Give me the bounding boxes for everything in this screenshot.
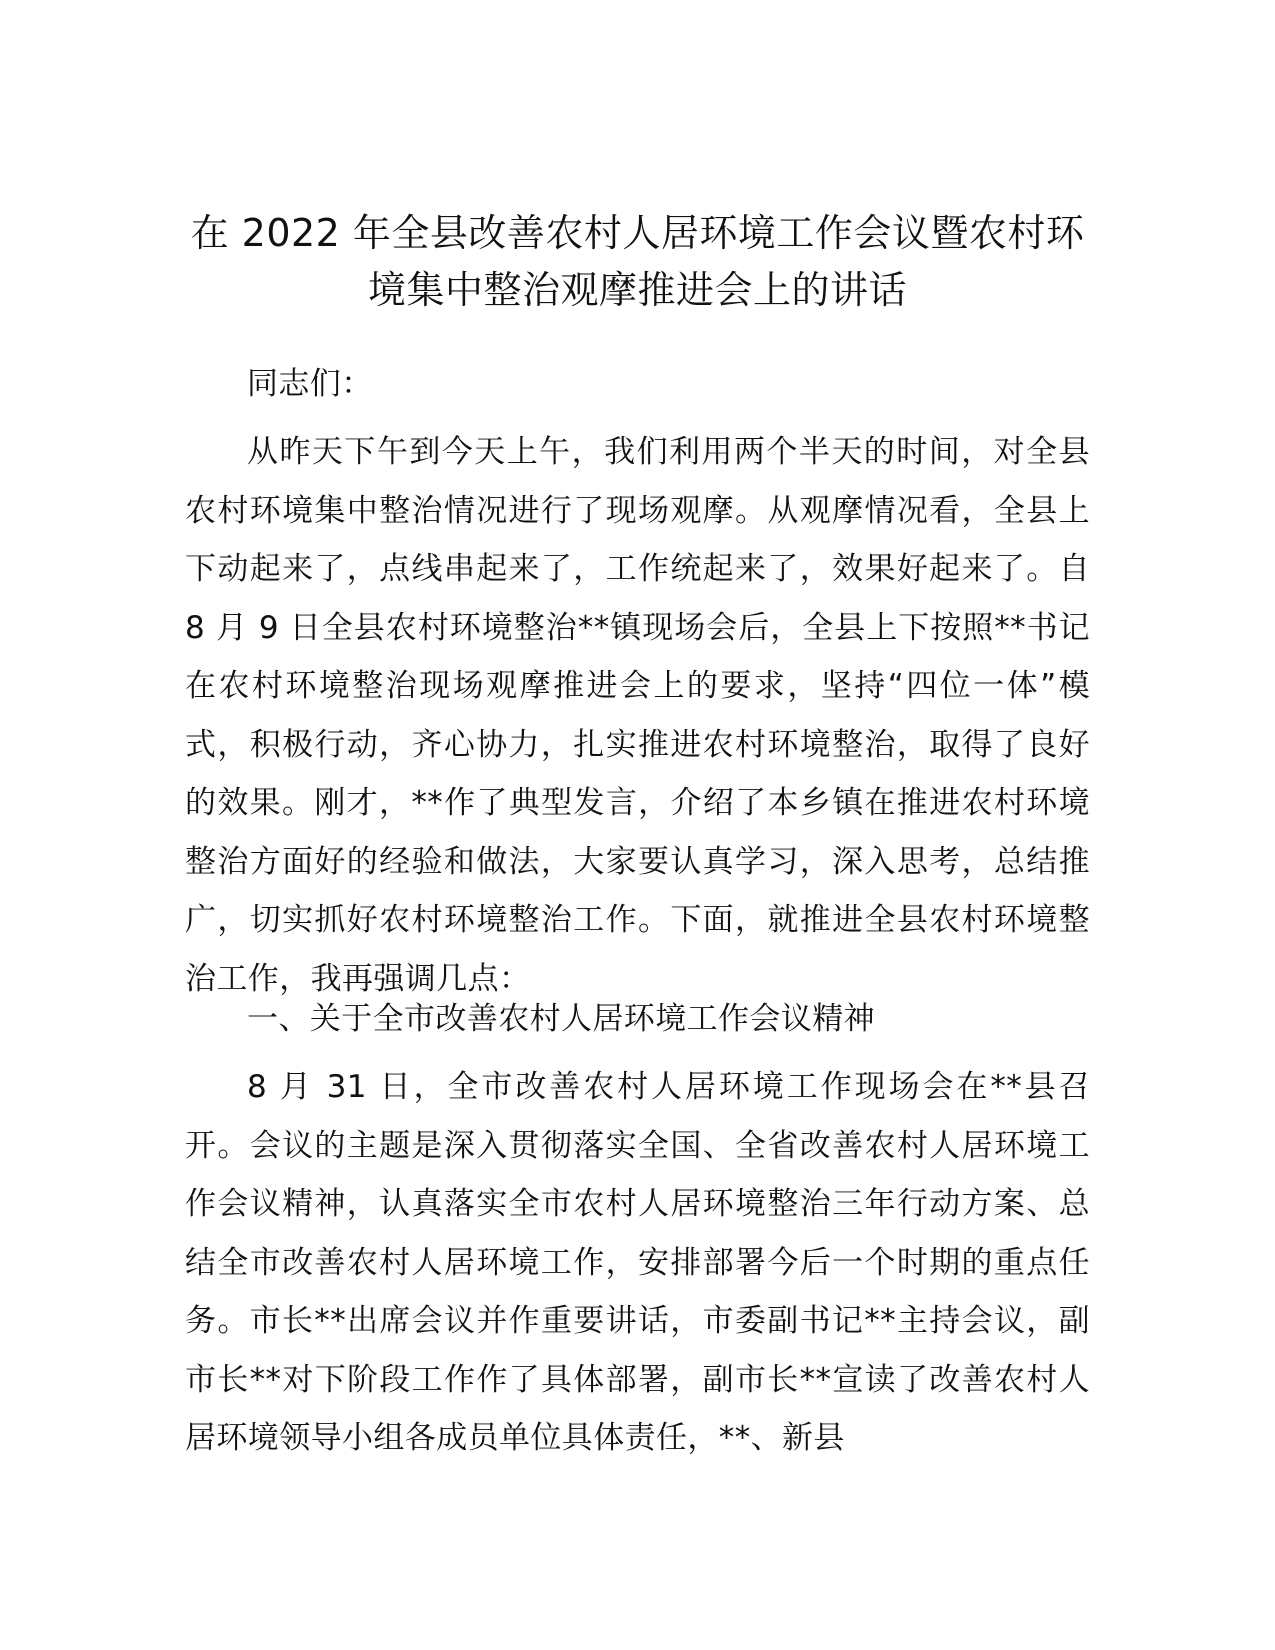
paragraph-2: 8 月 31 日，全市改善农村人居环境工作现场会在**县召开。会议的主题是深入贯彻落实全国、全省改善农村人居环境工作会议精神，认真落实全市农村人居环境整治三年行动方案、总结全市改善农村人居环境工作，安排部署今后一个时期的重点任务。市长**出席会议并作重要讲话，市委副书记**主持会议，副市长**对下阶段工作作了具体部署，副市长**宣读了改善农村人居环境领导小组各成员单位具体责任，**、新县 <box>185 1069 1090 1456</box>
salutation: 同志们： <box>247 366 373 402</box>
paragraph-1: 从昨天下午到今天上午，我们利用两个半天的时间，对全县农村环境集中整治情况进行了现场观摩。从观摩情况看，全县上下动起来了，点线串起来了，工作统起来了，效果好起来了。自 8 月 9 日全县农村环境整治**镇现场会后，全县上下按照**书记在农村环境整治现场观摩推进会上的要求，坚持“四位一体”模式，积极行动，齐心协力，扎实推进农村环境整治，取得了良好的效果。刚才，**作了典型发言，介绍了本乡镇在推进农村环境整治方面好的经验和做法，大家要认真学习，深入思考，总结推广，切实抓好农村环境整治工作。下面，就推进全县农村环境整治工作，我再强调几点： <box>185 434 1090 997</box>
section-heading-1: 一、关于全市改善农村人居环境工作会议精神 <box>247 1001 875 1037</box>
document-title: 在 2022 年全县改善农村人居环境工作会议暨农村环境集中整治观摩推进会上的讲话 <box>190 211 1085 312</box>
